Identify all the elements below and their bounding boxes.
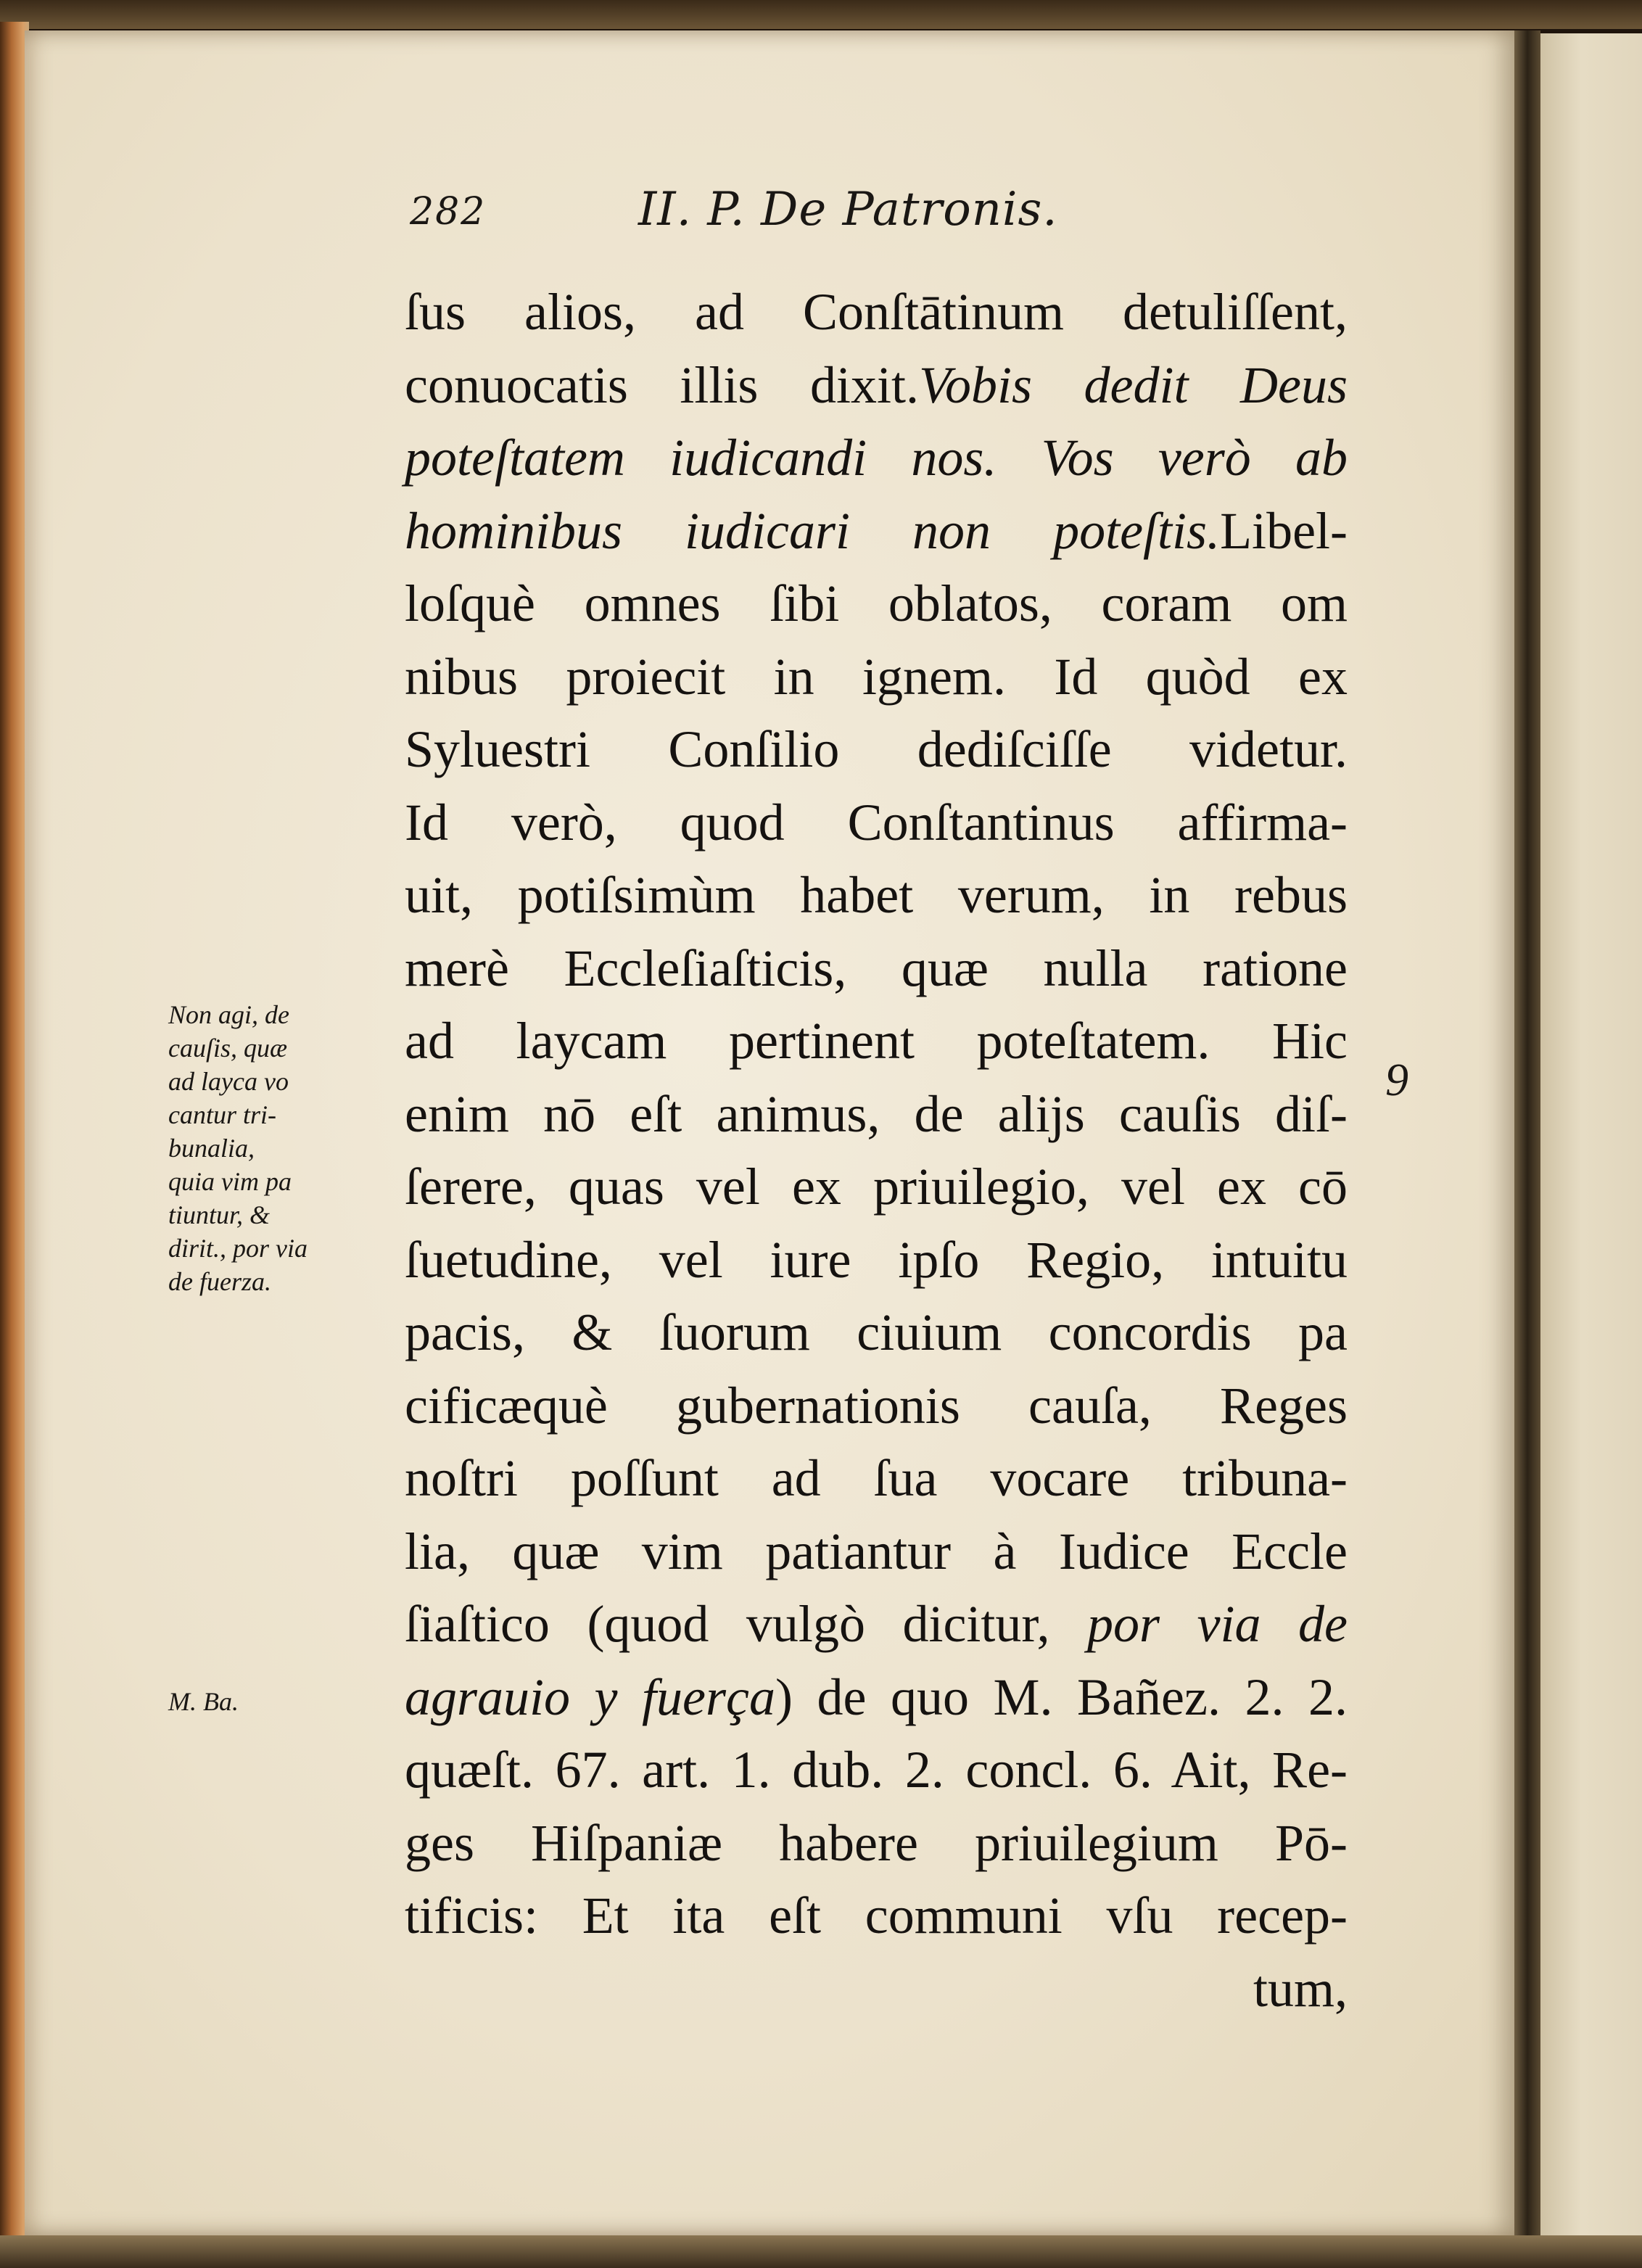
text-run: cificæquè gubernationis cauſa, Reges	[405, 1376, 1348, 1435]
side-note-reference: M. Ba.	[168, 1687, 239, 1716]
text-line	[405, 640, 1348, 713]
text-run: Libel-	[1220, 501, 1348, 560]
book-gutter	[1514, 30, 1540, 2235]
text-run: poteſtatem iudicandi nos. Vos verò ab	[405, 429, 1348, 487]
text-run: noſtri poſſunt ad ſua vocare tribuna-	[405, 1449, 1348, 1507]
text-run: hominibus iudicari non poteſtis.	[405, 501, 1221, 560]
text-line	[405, 421, 1348, 494]
text-line	[405, 1224, 1348, 1296]
text-line	[405, 1588, 1348, 1660]
book-bottom-edge	[0, 2235, 1642, 2268]
text-run: ges Hiſpaniæ habere priuilegium Pō-	[405, 1813, 1348, 1872]
text-run: pacis, & ſuorum ciuium concordis pa	[405, 1303, 1348, 1361]
page-number: 282	[410, 190, 487, 234]
text-line	[405, 349, 1348, 421]
text-line	[405, 1807, 1348, 1879]
text-run: uit, potiſsimùm habet verum, in rebus	[405, 866, 1348, 924]
text-run: merè Eccleſiaſticis, quæ nulla ratione	[405, 939, 1348, 997]
text-run: enim nō eſt animus, de alijs cauſis diſ-	[405, 1084, 1348, 1143]
text-run: por via de	[1087, 1595, 1348, 1653]
text-run: ) de quo M. Bañez. 2. 2.	[775, 1667, 1348, 1726]
side-note-line: cauſis, quæ	[168, 1034, 288, 1063]
side-note-line: Non agi, de	[168, 1000, 289, 1029]
text-line	[405, 1369, 1348, 1442]
text-run: ad laycam pertinent poteſtatem. Hic	[405, 1012, 1348, 1070]
text-line	[405, 859, 1348, 931]
text-run: agrauio y fuerça	[405, 1667, 775, 1726]
text-line	[405, 932, 1348, 1005]
text-line	[405, 276, 1348, 348]
text-run: lia, quæ vim patiantur à Iudice Eccle	[405, 1522, 1348, 1580]
text-line	[405, 1733, 1348, 1806]
text-run: ſiaſtico (quod vulgò dicitur,	[405, 1595, 1088, 1653]
text-line	[405, 1296, 1348, 1369]
text-run: quæſt. 67. art. 1. dub. 2. concl. 6. Ait, Re-	[405, 1741, 1348, 1799]
text-line	[405, 1879, 1348, 1952]
text-line	[405, 1150, 1348, 1223]
book-top-edge	[0, 0, 1642, 29]
text-line	[405, 1005, 1348, 1077]
text-run: conuocatis illis dixit.	[405, 355, 919, 414]
text-line	[405, 1078, 1348, 1150]
side-note-line: cantur tri-	[168, 1100, 276, 1129]
side-note-line: de fuerza.	[168, 1267, 271, 1296]
text-run: ſuetudine, vel iure ipſo Regio, intuitu	[405, 1230, 1348, 1289]
text-line	[405, 1515, 1348, 1588]
side-note-line: quia vim pa	[168, 1167, 292, 1196]
text-line	[405, 1661, 1348, 1733]
side-note-line: bunalia,	[168, 1134, 255, 1163]
running-head: II. P. De Patronis.	[638, 183, 1058, 236]
text-line	[405, 1952, 1348, 2025]
facing-page-edge	[1540, 33, 1642, 2238]
text-line	[405, 713, 1348, 785]
text-line	[405, 495, 1348, 567]
side-note-line: dirit., por via	[168, 1234, 308, 1263]
side-note-line: ad layca vo	[168, 1067, 289, 1096]
text-run: loſquè omnes ſibi oblatos, coram om	[405, 574, 1348, 632]
text-run: tificis: Et ita eſt communi vſu recep-	[405, 1886, 1348, 1945]
text-line	[405, 786, 1348, 859]
side-note-line: tiuntur, &	[168, 1200, 271, 1229]
margin-number: 9	[1385, 1054, 1408, 1105]
text-run: Id verò, quod Conſtantinus affirma-	[405, 793, 1348, 851]
text-run: ſus alios, ad Conſtātinum detuliſſent,	[405, 283, 1348, 341]
text-run: Vobis dedit Deus	[918, 355, 1348, 414]
text-line	[405, 567, 1348, 640]
text-run: nibus proiecit in ignem. Id quòd ex	[405, 647, 1348, 706]
text-run: tum,	[1253, 1959, 1348, 2018]
text-line	[405, 1442, 1348, 1514]
text-run: Syluestri Conſilio dediſciſſe videtur.	[405, 720, 1348, 778]
text-run: ſerere, quas vel ex priuilegio, vel ex cō	[405, 1158, 1348, 1216]
